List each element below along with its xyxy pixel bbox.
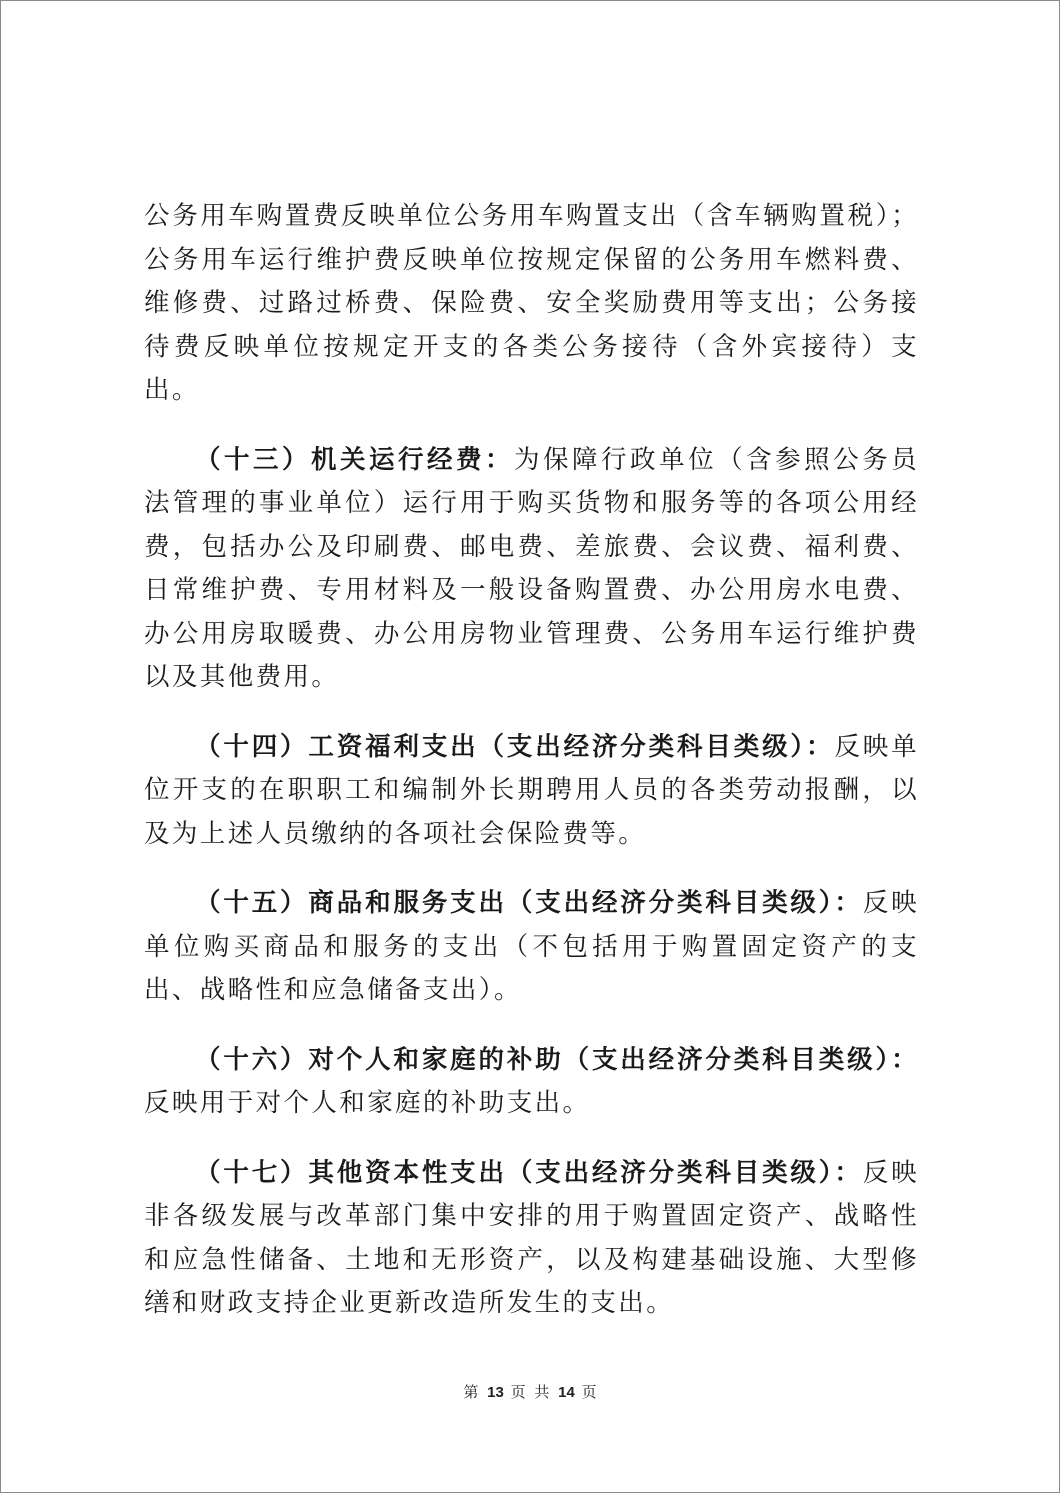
paragraph-16 bbox=[144, 1039, 919, 1126]
page-footer bbox=[1, 1381, 1060, 1402]
paragraph-heading: （十五）商品和服务支出（支出经济分类科目类级）： bbox=[195, 888, 863, 918]
paragraph-13 bbox=[144, 439, 919, 700]
footer-middle: 页 共 bbox=[510, 1383, 552, 1401]
paragraph-15 bbox=[144, 882, 919, 1013]
current-page-number: 13 bbox=[487, 1384, 504, 1401]
paragraph-14 bbox=[144, 726, 919, 857]
document-body bbox=[144, 195, 919, 1326]
paragraph-text: 公务用车购置费反映单位公务用车购置支出（含车辆购置税）；公务用车运行维护费反映单位按规定保留的公务用车燃料费、维修费、过路过桥费、保险费、安全奖励费用等支出；公务接待费反映单位按规定开支的各类公务接待（含外宾接待）支出。 bbox=[144, 201, 919, 405]
paragraph-17 bbox=[144, 1152, 919, 1326]
paragraph-heading: （十四）工资福利支出（支出经济分类科目类级）： bbox=[195, 731, 835, 762]
paragraph-text: 反映单位购买商品和服务的支出（不包括用于购置固定资产的支出、战略性和应急储备支出）。 bbox=[144, 888, 919, 1005]
paragraph-text: 反映非各级发展与改革部门集中安排的用于购置固定资产、战略性和应急性储备、土地和无形资产，以及构建基础设施、大型修缮和财政支持企业更新改造所发生的支出。 bbox=[144, 1157, 919, 1318]
paragraph-heading: （十六）对个人和家庭的补助（支出经济分类科目类级）： bbox=[195, 1044, 919, 1075]
paragraph-vehicle-costs bbox=[144, 195, 919, 413]
paragraph-text: 反映用于对个人和家庭的补助支出。 bbox=[144, 1088, 591, 1118]
footer-prefix: 第 bbox=[463, 1383, 481, 1401]
paragraph-text: 反映单位开支的在职职工和编制外长期聘用人员的各类劳动报酬，以及为上述人员缴纳的各项社会保险费等。 bbox=[144, 731, 919, 849]
paragraph-heading: （十七）其他资本性支出（支出经济分类科目类级）： bbox=[195, 1157, 863, 1188]
footer-suffix: 页 bbox=[581, 1383, 599, 1401]
paragraph-heading: （十三）机关运行经费： bbox=[195, 444, 515, 475]
paragraph-text: 为保障行政单位（含参照公务员法管理的事业单位）运行用于购买货物和服务等的各项公用经费，包括办公及印刷费、邮电费、差旅费、会议费、福利费、日常维护费、专用材料及一般设备购置费、办公用房水电费、办公用房取暖费、办公用房物业管理费、公务用车运行维护费以及其他费用。 bbox=[144, 444, 919, 692]
total-page-count: 14 bbox=[558, 1384, 575, 1401]
